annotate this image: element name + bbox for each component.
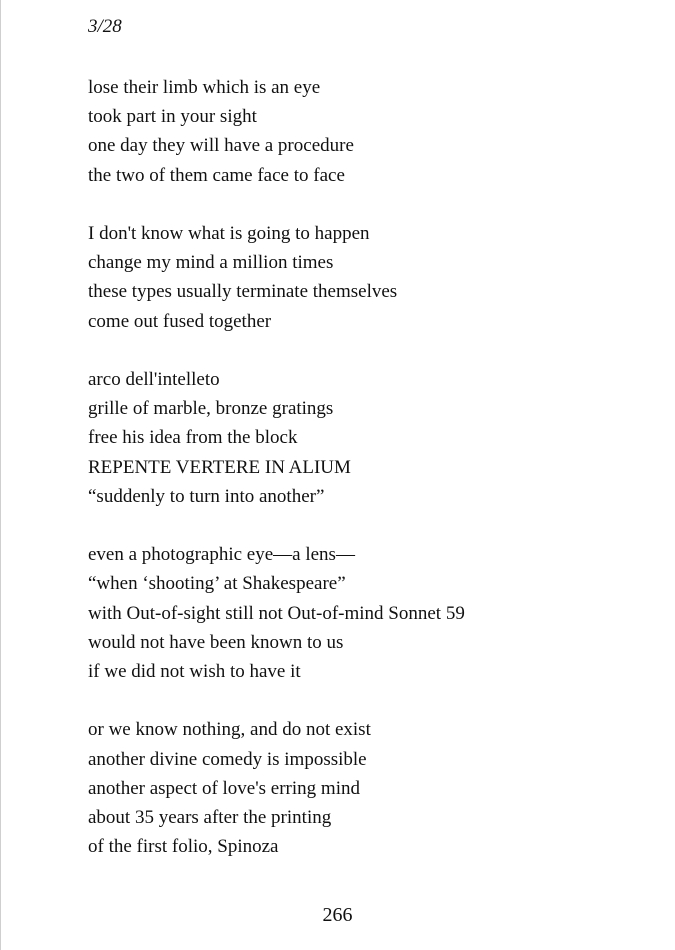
poem-line: come out fused together <box>88 310 272 332</box>
stanza <box>88 540 465 686</box>
poem-line: free his idea from the block <box>88 427 298 449</box>
poem-line: REPENTE VERTERE IN ALIUM <box>88 456 351 478</box>
poem-line: I don't know what is going to happen <box>88 223 370 244</box>
poem-line: would not have been known to us <box>88 631 344 653</box>
poem-line: another aspect of love's erring mind <box>88 777 360 799</box>
poem-line: lose their limb which is an eye <box>88 77 321 98</box>
poem-line: of the first folio, Spinoza <box>88 836 279 858</box>
page-number: 266 <box>322 904 353 926</box>
stanza <box>88 365 465 511</box>
poem-line: even a photographic eye—a lens— <box>88 544 355 566</box>
poem-line: grille of marble, bronze gratings <box>88 398 334 420</box>
poem-body <box>88 73 465 861</box>
poem-line: “when ‘shooting’ at Shakespeare” <box>88 573 346 595</box>
poem-line: about 35 years after the printing <box>88 807 332 829</box>
poem-line: change my mind a million times <box>88 252 334 274</box>
poem-line: took part in your sight <box>88 106 257 128</box>
poem-line: or we know nothing, and do not exist <box>88 719 371 741</box>
poem-line: one day they will have a procedure <box>88 135 354 157</box>
stanza <box>88 73 465 190</box>
page-edge-divider <box>0 0 1 950</box>
poem-line: another divine comedy is impossible <box>88 748 367 770</box>
poem-line: arco dell'intelleto <box>88 369 220 390</box>
stanza <box>88 219 465 336</box>
poem-line: the two of them came face to face <box>88 164 345 186</box>
poem-date: 3/28 <box>88 16 122 37</box>
poem-line: these types usually terminate themselves <box>88 281 398 303</box>
stanza <box>88 715 465 861</box>
poem-line: if we did not wish to have it <box>88 661 301 683</box>
poem-line: “suddenly to turn into another” <box>88 485 325 507</box>
poem-line: with Out-of-sight still not Out-of-mind Sonnet 59 <box>88 602 465 624</box>
